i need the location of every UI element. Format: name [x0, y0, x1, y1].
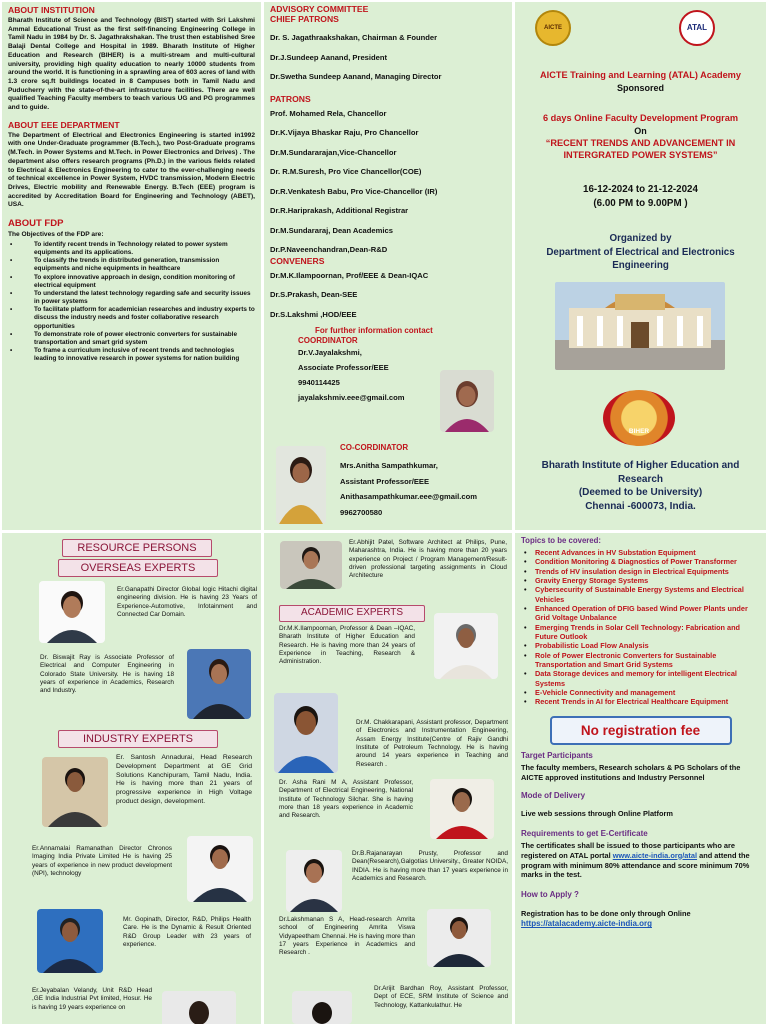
objective-item: • To understand the latest technology regarding safe and security issues in power systems [8, 290, 255, 306]
convener-item: Dr.M.K.Ilampoornan, Prof/EEE & Dean-IQAC [270, 270, 429, 280]
ilampoornan-bio: Dr.M.K.Ilampoornan, Professor & Dean –IQAC, Bharath Institute of Higher Education and Research. He is having more than 24 years of Experience in Teaching, Research & Administration. [279, 625, 415, 666]
patron-item: Dr.M.Sundararajan,Vice-Chancellor [270, 147, 397, 157]
target-text: The faculty members, Research scholars & PG Scholars of the AICTE approved institutions and Industry Personnel [521, 762, 741, 782]
patron-item: Dr.R.Venkatesh Babu, Pro Vice-Chancellor (IR) [270, 186, 438, 196]
abhijit-photo [280, 541, 342, 589]
objective-item: • To identify recent trends in Technology related to power system equipments and its applications. [8, 241, 255, 257]
topics-title: Topics to be covered: [521, 536, 602, 545]
resource-persons-title: RESOURCE PERSONS [62, 539, 212, 557]
mode-title: Mode of Delivery [521, 790, 586, 800]
about-institution-title: ABOUT INSTITUTION [8, 5, 95, 15]
co-coordinator-title: CO-CORDINATOR [340, 443, 409, 452]
conveners-title: CONVENERS [270, 255, 325, 266]
institution-name: Bharath Institute of Higher Education and Research [541, 460, 740, 485]
objective-item: • To facilitate platform for academician researches and industry experts to discuss the industry needs and foster collaborative research opportunities [8, 306, 255, 331]
about-eee-text: The Department of Electrical and Electronics Engineering is started in1992 with one Under-Graduate programmer (B.Tech.), two Post-Graduate programs (M.Tech. in Power Systems and M.Tech. in Power Electronics and Drives) . The department also offers research programs (Ph.D.) in the various fields related to Electrical & Electronics Engineering to cater to the ever-challenging needs of technical excellence in Power System, HVDC transmission, Modern Electric Drives, Electric mobility and Renewable Energy. B.Tech (EEE) program is accredited by Accreditation Board for Engineering and Technology (ABET), USA. [8, 131, 255, 209]
abhijit-bio: Er.Abhijit Patel, Software Architect at Philips, Pune, Maharashtra, India. He is having more than 20 years experience on Project / Program Management/Result-driven professional targeting assignments in Cloud Architecture [349, 539, 507, 580]
patron-item: Dr.P.Naveenchandran,Dean-R&D [270, 245, 388, 254]
target-title: Target Participants [521, 750, 593, 760]
institution-city: Chennai -600073, India. [585, 501, 696, 512]
academic-experts-title: ACADEMIC EXPERTS [279, 605, 425, 622]
sponsored-label: Sponsored [616, 83, 664, 93]
requirements-title: Requirements to get E-Certificate [521, 828, 648, 838]
coordinator-photo [440, 370, 494, 432]
jeyabalan-photo [162, 991, 236, 1024]
advisory-title: ADVISORY COMMITTEE [270, 4, 369, 14]
gopinath-photo [37, 909, 103, 973]
ganapathi-photo [39, 581, 105, 643]
rajanarayan-photo [286, 850, 342, 912]
co-coordinator-phone: 9962700580 [340, 507, 383, 517]
lakshmanan-photo [427, 909, 491, 967]
coordinator-email[interactable]: jayalakshmiv.eee@gmail.com [298, 393, 405, 402]
lakshmanan-bio: Dr.Lakshmanan S A, Head-research Amrita school of Engineering Amrita Viswa Vidyapeetham Chennai. He is having more than 17 years Experience in Academics and Research . [279, 916, 415, 957]
requirements-text-1: The certificates shall be issued to those participants who are registered on ATAL portal [521, 840, 735, 860]
topics-list [521, 548, 760, 707]
topics-panel [515, 533, 766, 1024]
patron-item: Dr.M.Sundararaj, Dean Academics [270, 225, 393, 235]
convener-item: Dr.S.Lakshmi ,HOD/EEE [270, 309, 357, 319]
atal-logo [679, 10, 715, 46]
annamalai-photo [187, 836, 253, 902]
topic-item: • Probabilistic Load Flow Analysis [521, 641, 760, 650]
academy-title: AICTE Training and Learning (ATAL) Academy [540, 70, 741, 80]
topic-item: • Condition Monitoring & Diagnostics of Power Transformer [521, 557, 760, 566]
objective-item: • To demonstrate role of power electronic converters for sustainable transportation and smart grid system [8, 331, 255, 347]
topic-item: • Trends of HV insulation design in Electrical Equipments [521, 567, 760, 576]
topic-item: • Role of Power Electronic Converters for Sustainable Transportation and Smart Grid Systems [521, 651, 760, 670]
santosh-photo [42, 757, 108, 827]
program-title: 6 days Online Faculty Development Program [542, 113, 739, 123]
apply-link[interactable]: https://atalacademy.aicte-india.org [521, 919, 652, 929]
resource-left-panel [2, 533, 261, 1024]
about-fdp-title: ABOUT FDP [8, 218, 64, 230]
topic-item: • Enhanced Operation of DFIG based Wind Power Plants under Grid Voltage Unbalance [521, 604, 760, 623]
biher-emblem-text: BIHER [628, 428, 650, 435]
topic-item: • Gravity Energy Storage Systems [521, 576, 760, 585]
event-dates: 16-12-2024 to 21-12-2024 [583, 184, 698, 195]
industry-experts-title: INDUSTRY EXPERTS [58, 730, 218, 748]
objective-item: • To explore innovative approach in design, condition monitoring of electrical equipment [8, 274, 255, 290]
coordinator-role: Associate Professor/EEE [298, 363, 389, 372]
topic-item: • Emerging Trends in Solar Cell Technology: Fabrication and Future Outlook [521, 623, 760, 642]
asha-bio: Dr. Asha Rani M A, Assistant Professor, Department of Electrical Engineering, National Institute of Technology Silchar. She is having more than 18 years experience in Academic and Research. [279, 779, 413, 820]
co-coordinator-role: Assistant Professor/EEE [340, 476, 430, 486]
theme-title: “RECENT TRENDS AND ADVANCEMENT IN INTERGRATED POWER SYSTEMS” [545, 138, 736, 160]
arijit-photo [292, 991, 352, 1024]
topic-item: • Recent Trends in AI for Electrical Healthcare Equipment [521, 697, 760, 706]
patron-item: Dr.R.Hariprakash, Additional Registrar [270, 206, 409, 215]
apply-text: Registration has to be done only through Online [521, 909, 691, 919]
biher-emblem [603, 390, 675, 446]
further-info: For further information contact [315, 326, 433, 335]
aicte-logo [535, 10, 571, 46]
about-panel [2, 2, 261, 530]
requirements-text [521, 841, 760, 881]
biswajit-bio: Dr. Biswajit Ray is Associate Professor of Electrical and Computer Engineering in Colorado State University. He is having 18 years of experience in Academics, Research and Industry. [40, 654, 174, 695]
atal-portal-link[interactable]: www.aicte-india.org/atal [612, 850, 698, 860]
about-institution-text: Bharath Institute of Science and Technology (BIST) started with Sri Lakshmi Ammal Educational Trust as the first self-financing Engineering College in Tamil Nadu in 1984 by Dr. S. Jagathrakshakan. The trust then established Sree Balaji Dental College and Hospital in 1989. Bharath Institute of Higher Education and Research (BIHER) is a multi-stream and multi-cultural university, providing high quality education to nearly 10000 students from around the world. It is functioning in a sprawling area of 603 acres of land with 1.3 crore sq.ft buildings located in 8 Campuses both in Tamil Nadu and Puducherry with the state-of-the-art infrastructure facilities. There are well qualified Teaching Faculty members to teach various UG and PG programmes and to guide. [8, 17, 255, 112]
co-coordinator-photo [276, 446, 326, 524]
topic-item: • Cybersecurity of Sustainable Energy Systems and Electrical Vehicles [521, 585, 760, 604]
chakkarapani-bio: Dr.M. Chakkarapani, Assistant professor, Department of Electronics and Instrumentation Engineering, Assam Energy Institute(Centre of Rajiv Gandhi Institute of Petroleum Technology. He is having around 14 years experience in Teaching and Research . [356, 719, 508, 768]
chief-patron-item: Dr.J.Sundeep Aanand, President [270, 52, 388, 62]
on-label: On [634, 126, 647, 136]
resource-middle-panel [264, 533, 512, 1024]
topic-item: • Data Storage devices and memory for intelligent Electrical Systems [521, 669, 760, 688]
campus-building-image [555, 282, 725, 370]
co-coordinator-name: Mrs.Anitha Sampathkumar, [340, 461, 438, 470]
chief-patrons-title: CHIEF PATRONS [270, 14, 339, 24]
annamalai-bio: Er.Annamalai Ramanathan Director Chronos Imaging India Private Limited He is having 25 years of experience in new product development (NPI), technology [32, 845, 172, 877]
aicte-logo-text: AICTE [544, 25, 562, 31]
objectives-list [8, 241, 255, 364]
committee-panel [264, 2, 512, 530]
coordinator-phone: 9940114425 [298, 378, 340, 387]
ganapathi-bio: Er.Ganapathi Director Global logic Hitachi digital engineering division. He is having 23 Years of Experience-Automotive, Infotainment and Connected Car Domain. [117, 586, 257, 618]
rajanarayan-bio: Dr.B.Rajanarayan Prusty, Professor and Dean(Research),Galgotias University., Greater NOIDA, INDIA. He is having more than 17 years experience in Academics and Research. [352, 850, 508, 882]
patron-item: Dr.K.Vijaya Bhaskar Raju, Pro Chancellor [270, 128, 419, 137]
coordinator-name: Dr.V.Jayalakshmi, [298, 348, 362, 357]
topic-item: • Recent Advances in HV Substation Equipment [521, 548, 760, 557]
about-fdp-intro: The Objectives of the FDP are: [8, 231, 104, 239]
event-panel [515, 2, 766, 530]
patron-item: Prof. Mohamed Rela, Chancellor [270, 108, 387, 118]
requirements-text-2: and attend the program with minimum 80% attendance and score minimum 70% marks in the test. [521, 850, 750, 880]
overseas-experts-title: OVERSEAS EXPERTS [58, 559, 218, 577]
about-eee-title: ABOUT EEE DEPARTMENT [8, 119, 120, 130]
chief-patron-item: Dr.Swetha Sundeep Aanand, Managing Director [270, 72, 442, 81]
topic-item: • E-Vehicle Connectivity and management [521, 688, 760, 697]
santosh-bio: Er. Santosh Annadurai, Head Research Development Department at GE Grid Solutions Kanchipuram, Tamil Nadu, India. He is having more than 21 years of progressive experience in High Voltage product design, development. [116, 754, 252, 806]
arijit-bio: Dr.Arijit Bardhan Roy, Assistant Professor, Dept of ECE, SRM Institute of Science and Technology, Kattankulathur. He [374, 985, 508, 1009]
coordinator-title: COORDINATOR [298, 336, 358, 345]
objective-item: • To classify the trends in distributed generation, transmission equipments and niche equipments in healthcare [8, 257, 255, 273]
no-fee-badge: No registration fee [550, 716, 732, 745]
deemed-university: (Deemed to be University) [578, 487, 703, 498]
gopinath-bio: Mr. Gopinath, Director, R&D, Philips Health Care. He is the Dynamic & Result Oriented R&D Group Leader with 23 years of experience. [123, 916, 251, 948]
organized-by: Organized by [609, 233, 672, 244]
co-coordinator-email[interactable]: Anithasampathkumar.eee@gmail.com [340, 492, 477, 501]
biswajit-photo [187, 649, 251, 719]
chakkarapani-photo [274, 693, 338, 773]
convener-item: Dr.S.Prakash, Dean-SEE [270, 290, 358, 299]
jeyabalan-bio: Er.Jeyabalan Velandy, Unit R&D Head ,GE India Industrial Pvt limited, Hosur. He is having 19 years experience on [32, 987, 152, 1011]
apply-title: How to Apply ? [521, 890, 579, 900]
department-name: Department of Electrical and Electronics Engineering [546, 247, 735, 271]
objective-item: • To frame a curriculum inclusive of recent trends and technologies leading to innovative research in power systems for nation building [8, 347, 255, 363]
patron-item: Dr. R.M.Suresh, Pro Vice Chancellor(COE) [270, 167, 422, 176]
mode-text: Live web sessions through Online Platform [521, 808, 673, 818]
atal-logo-text: ATAL [686, 23, 708, 32]
patrons-title: PATRONS [270, 93, 311, 104]
asha-photo [430, 779, 494, 839]
ilampoornan-photo [434, 613, 498, 679]
event-time: (6.00 PM to 9.00PM ) [593, 198, 688, 209]
chief-patron-item: Dr. S. Jagathraakshakan, Chairman & Founder [270, 33, 438, 42]
